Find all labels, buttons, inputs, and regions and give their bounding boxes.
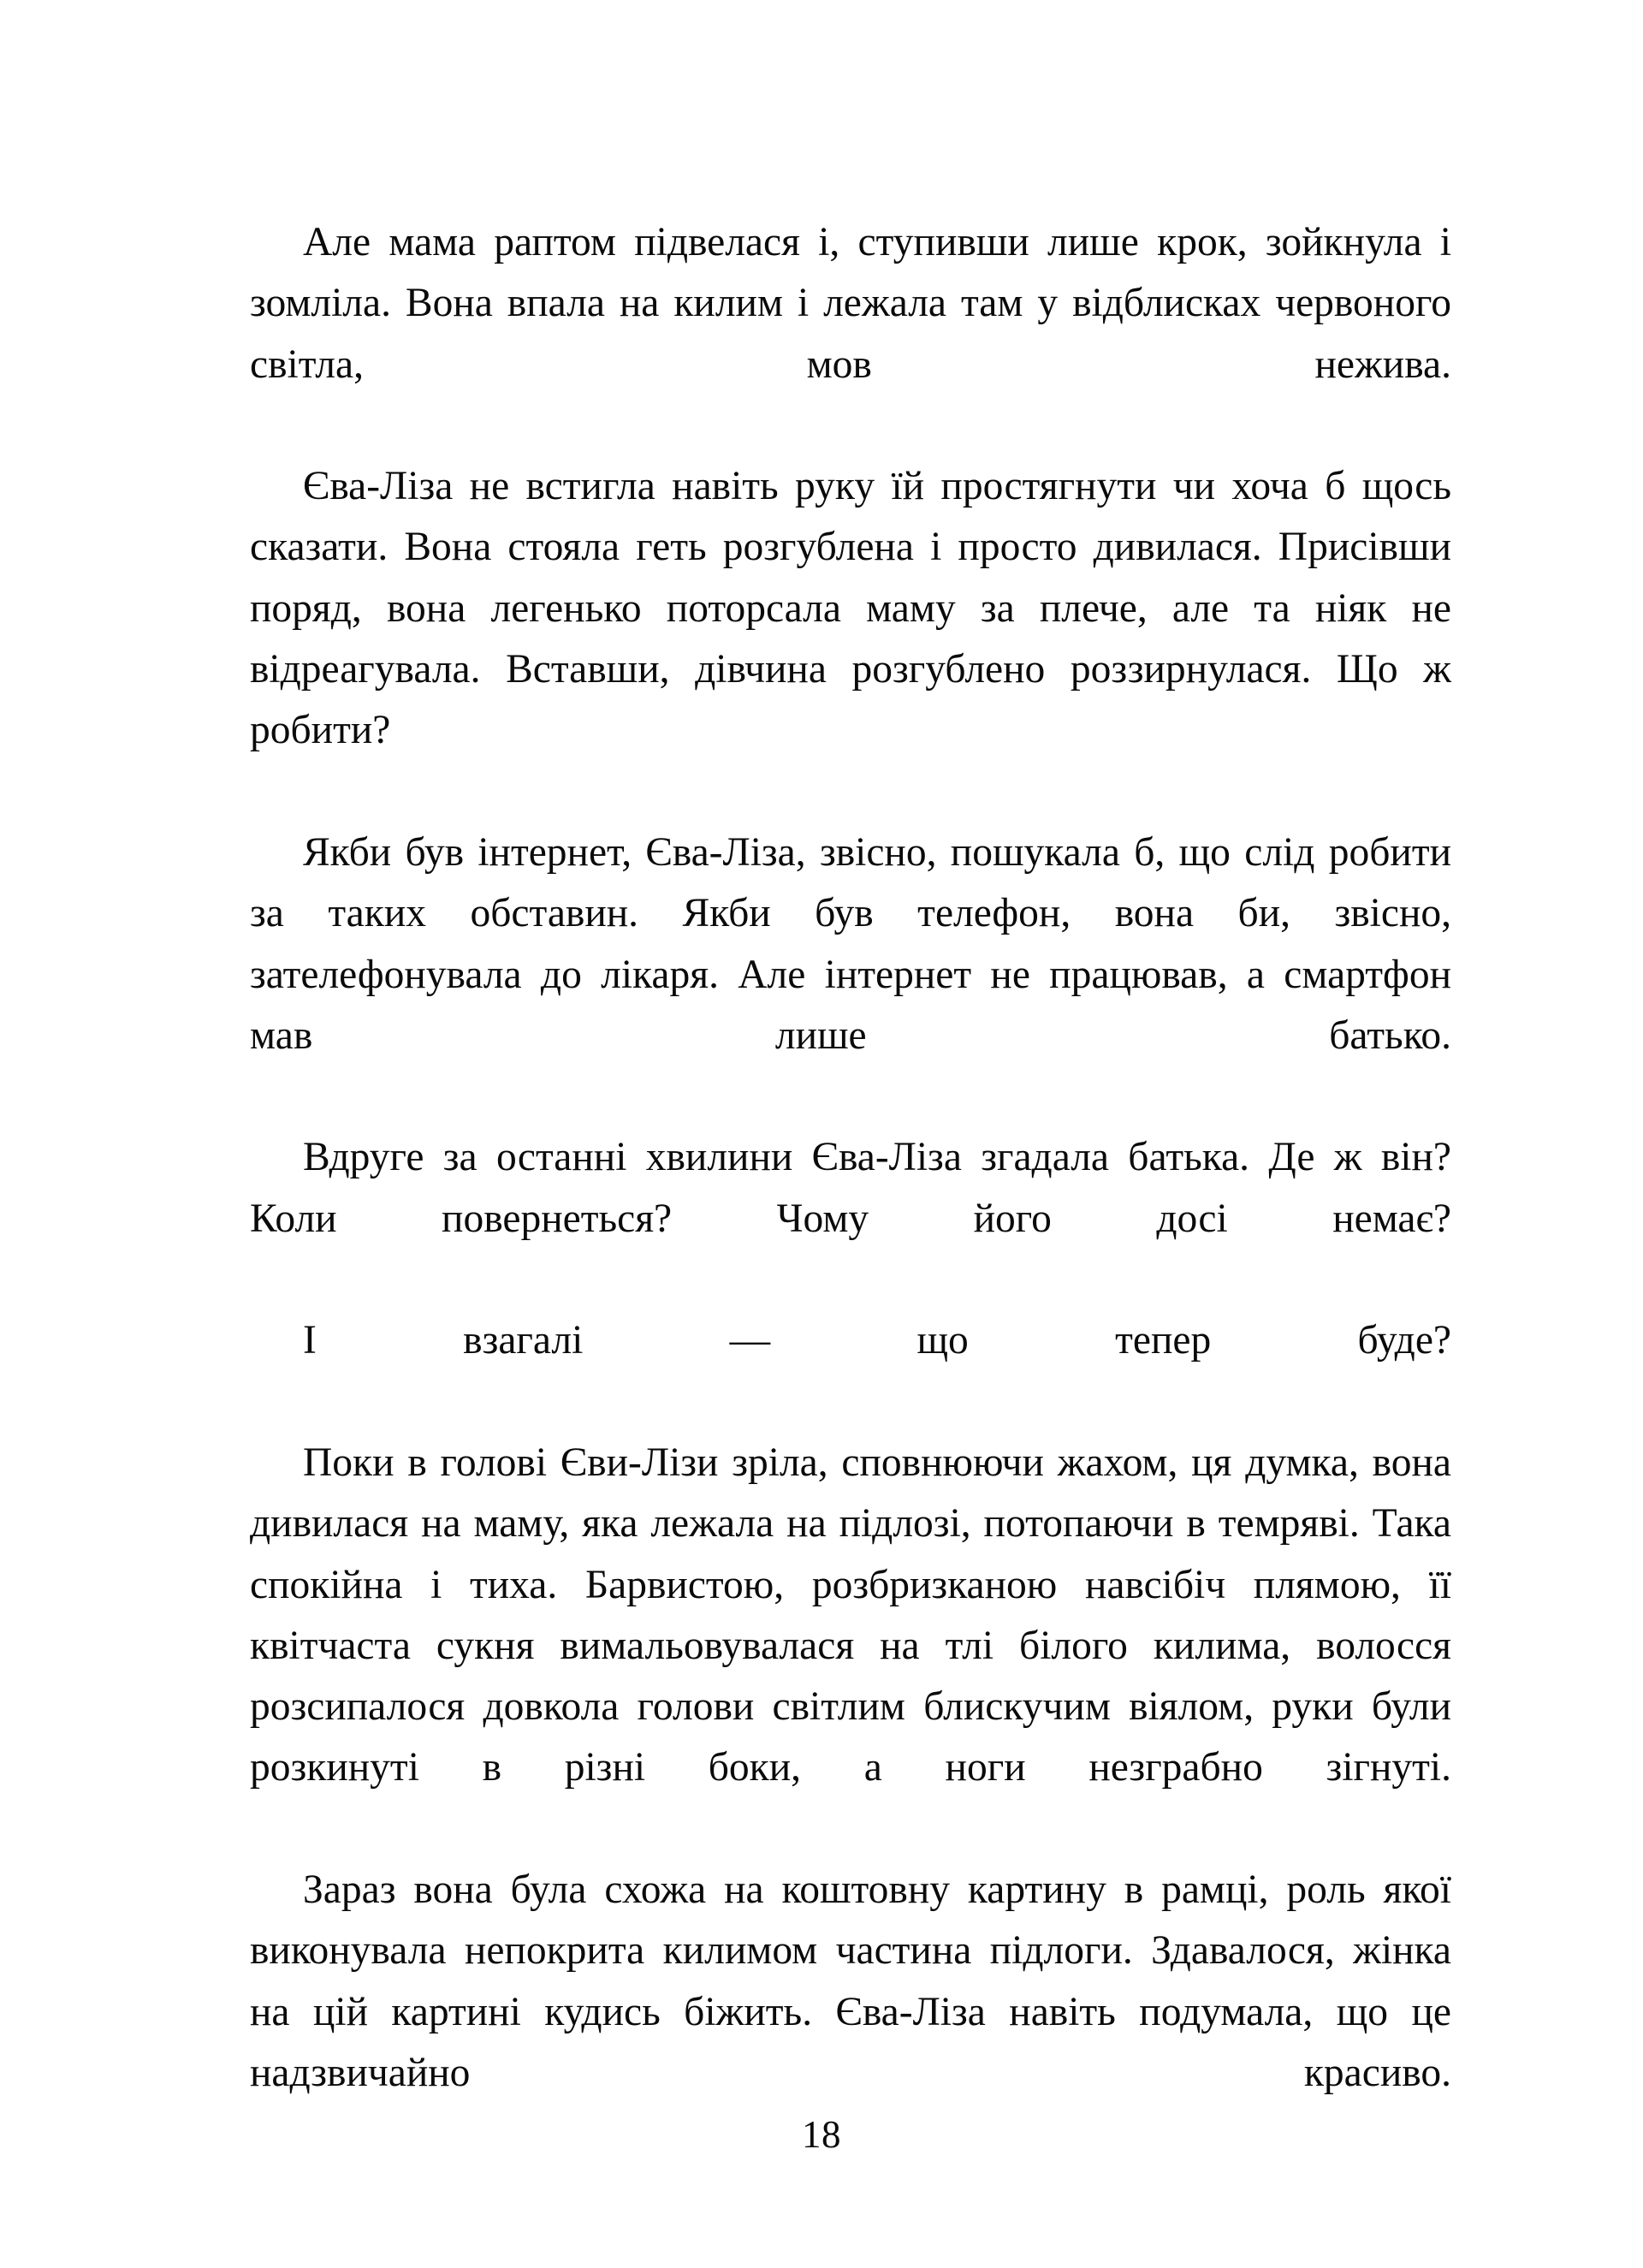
body-text-column [250,212,1451,2165]
paragraph: Але мама раптом підвелася і, ступивши лише крок, зойкнула і зомліла. Вона впала на килим і лежала там у відблисках червоного світла, мов нежива. [250,220,1451,387]
paragraph: Єва-Ліза не встигла навіть руку їй простягнути чи хоча б щось сказати. Вона стояла геть розгублена і просто дивилася. Присівши поряд, вона легенько поторсала маму за плече, але та ніяк не відреагувала. Вставши, дівчина розгублено роззирнулася. Що ж робити? [250,464,1451,753]
page-number: 18 [802,2113,841,2156]
paragraph: Якби був інтернет, Єва-Ліза, звісно, пошукала б, що слід робити за таких обставин. Якби був телефон, вона би, звісно, зателефонувала до лікаря. Але інтернет не працював, а смартфон мав лише батько. [250,829,1451,1058]
paragraph: Вдруге за останні хвилини Єва-Ліза згадала батька. Де ж він? Коли повернеться? Чому його досі немає? [250,1135,1451,1241]
paragraph: І взагалі — що тепер буде? [303,1318,1451,1363]
paragraph: Зараз вона була схожа на коштовну картину в рамці, роль якої виконувала непокрита килимом частина підлоги. Здавалося, жінка на цій картині кудись біжить. Єва-Ліза навіть подумала, що це надзвичайно красиво. [250,1867,1451,2095]
paragraph: Поки в голові Єви-Лізи зріла, сповнюючи жахом, ця думка, вона дивилася на маму, яка лежала на підлозі, потопаючи в темряві. Така спокійна і тиха. Барвистою, розбризканою навсібіч плямою, її квітчаста сукня вимальовувалася на тлі білого килима, волосся розсипалося довкола голови світлим блискучим віялом, руки були розкинуті в різні боки, а ноги незграбно зігнуті. [250,1440,1451,1790]
